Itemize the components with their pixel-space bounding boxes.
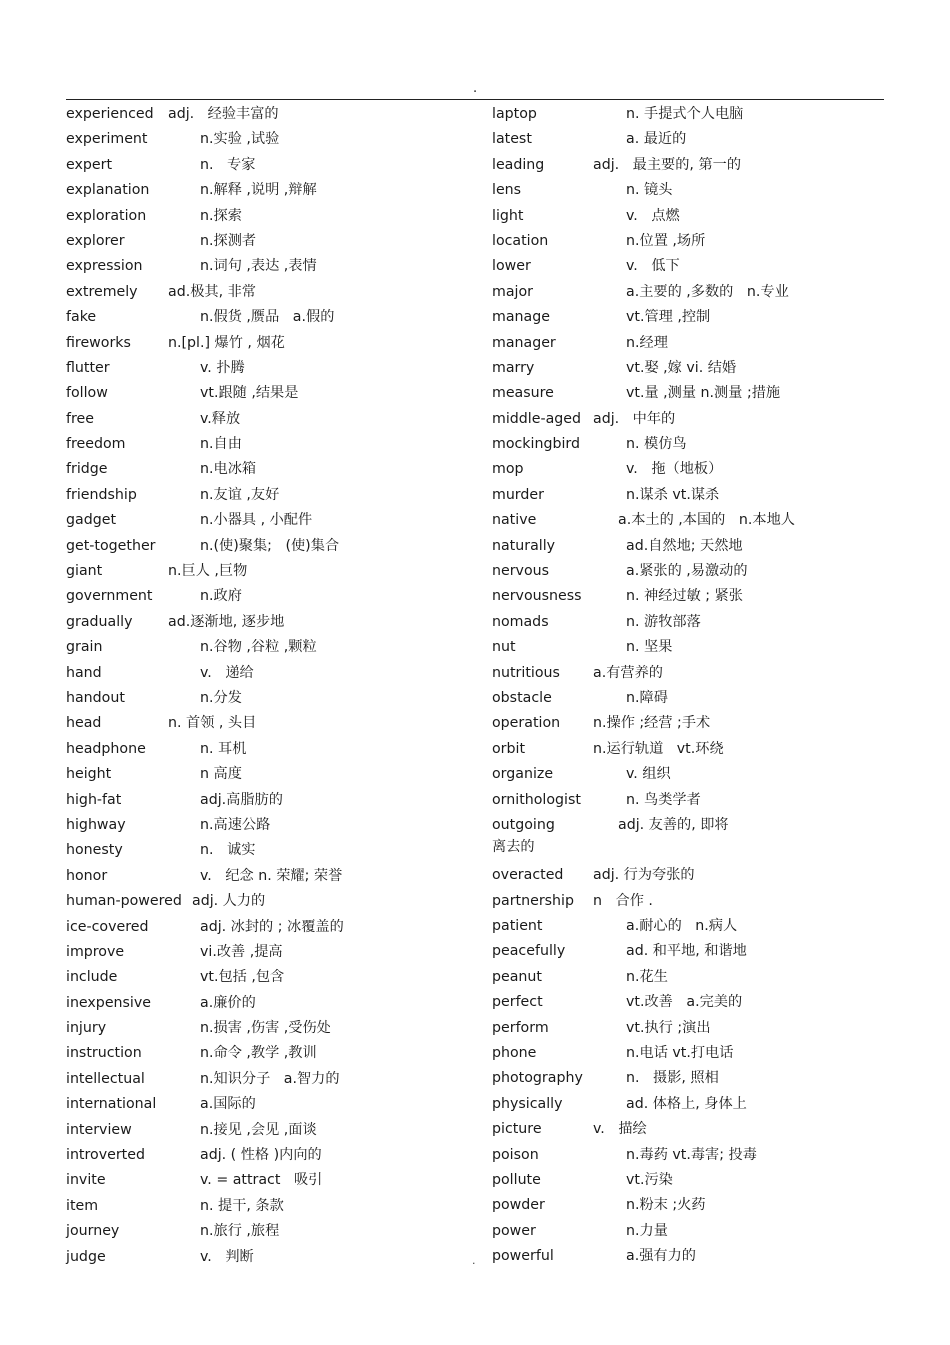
vocab-definition: adj.高脂肪的	[200, 791, 283, 808]
vocab-definition: n.经理	[626, 334, 668, 351]
vocab-word: leading	[492, 156, 545, 173]
vocab-word: gadget	[66, 512, 117, 529]
vocab-word: power	[492, 1222, 536, 1239]
vocab-definition: n.谷物 ,谷粒 ,颗粒	[200, 639, 317, 656]
vocab-definition: n. 诚实	[200, 842, 256, 859]
vocab-word: flutter	[66, 359, 110, 376]
vocab-word: hand	[66, 664, 102, 681]
vocab-word: invite	[66, 1172, 106, 1189]
page-bottom-mark: .	[472, 1254, 476, 1267]
vocab-word: instruction	[66, 1045, 142, 1062]
vocab-word: exploration	[66, 207, 147, 224]
vocab-entry	[66, 1222, 466, 1247]
vocab-entry	[492, 562, 884, 587]
vocab-definition: n.分发	[200, 689, 242, 706]
vocab-definition: n.[pl.] 爆竹 , 烟花	[168, 334, 285, 351]
vocab-word: native	[492, 512, 537, 529]
vocab-entry	[66, 130, 466, 155]
vocab-entry	[66, 638, 466, 663]
vocab-entry	[66, 892, 466, 917]
vocab-word: include	[66, 969, 118, 986]
vocab-word: manage	[492, 309, 550, 326]
vocab-entry	[492, 460, 884, 485]
vocab-definition: n.友谊 ,友好	[200, 486, 280, 503]
vocab-definition: a.廉价的	[200, 994, 256, 1011]
vocab-entry	[66, 537, 466, 562]
vocab-definition: ad.自然地; 天然地	[626, 537, 743, 554]
vocab-definition: v. = attract 吸引	[200, 1172, 323, 1189]
vocab-definition: vt.跟随 ,结果是	[200, 385, 299, 402]
vocab-word: lens	[492, 182, 522, 199]
vocab-definition-continued: 离去的	[492, 838, 535, 855]
vocab-entry	[492, 917, 884, 942]
vocab-word: honor	[66, 867, 108, 884]
vocab-definition: a.紧张的 ,易激动的	[626, 563, 748, 580]
vocab-word: pollute	[492, 1171, 541, 1188]
vocab-entry	[492, 130, 884, 155]
vocab-entry	[66, 207, 466, 232]
vocab-word: expert	[66, 156, 113, 173]
vocab-entry	[492, 537, 884, 562]
vocab-entry	[492, 1196, 884, 1221]
vocab-entry	[66, 1121, 466, 1146]
vocab-definition: ad. 和平地, 和谐地	[626, 943, 747, 960]
vocab-definition: n.力量	[626, 1222, 668, 1239]
vocab-definition: n. 首领 , 头目	[168, 715, 257, 732]
vocab-entry	[66, 664, 466, 689]
vocab-definition: n.电冰箱	[200, 461, 257, 478]
vocab-definition: n.自由	[200, 436, 242, 453]
vocab-word: government	[66, 588, 153, 605]
vocabulary-column-right	[492, 105, 884, 1272]
vocab-definition: vt.包括 ,包含	[200, 969, 285, 986]
vocab-entry	[66, 1197, 466, 1222]
vocab-entry	[66, 1019, 466, 1044]
vocab-word: follow	[66, 385, 108, 402]
vocab-definition: vt.污染	[626, 1171, 673, 1188]
vocab-definition: n.运行轨道 vt.环绕	[593, 740, 724, 757]
vocab-entry	[492, 740, 884, 765]
vocab-definition: v. 判断	[200, 1248, 254, 1265]
vocab-entry	[66, 1044, 466, 1069]
vocab-word: location	[492, 232, 549, 249]
vocab-entry	[492, 156, 884, 181]
vocab-definition: n. 专家	[200, 156, 256, 173]
vocab-definition: v. 点燃	[626, 207, 680, 224]
vocab-definition: a. 最近的	[626, 131, 687, 148]
header-rule	[66, 99, 884, 100]
vocab-word: organize	[492, 766, 554, 783]
vocab-word: explorer	[66, 232, 125, 249]
vocab-entry	[66, 232, 466, 257]
vocab-definition: a.本土的 ,本国的 n.本地人	[618, 512, 795, 529]
vocab-entry	[66, 1070, 466, 1095]
page-top-mark: .	[473, 81, 478, 96]
vocab-word: improve	[66, 943, 125, 960]
vocab-word: get-together	[66, 537, 156, 554]
vocab-word: highway	[66, 816, 126, 833]
vocab-word: light	[492, 207, 524, 224]
vocab-definition: n.粉末 ;火药	[626, 1197, 706, 1214]
vocab-word: powerful	[492, 1248, 554, 1265]
vocabulary-column-left	[66, 105, 466, 1273]
vocab-entry	[66, 334, 466, 359]
vocab-word: nut	[492, 639, 516, 656]
vocab-entry	[492, 486, 884, 511]
vocab-word: nervousness	[492, 588, 582, 605]
vocab-definition: adj. 中年的	[593, 410, 676, 427]
vocab-word: freedom	[66, 436, 126, 453]
vocab-entry	[66, 613, 466, 638]
vocab-definition: adj. 经验丰富的	[168, 106, 279, 122]
vocab-word: injury	[66, 1020, 107, 1037]
vocab-entry	[66, 283, 466, 308]
vocab-definition: n.假货 ,赝品 a.假的	[200, 309, 335, 326]
vocab-entry	[492, 1146, 884, 1171]
vocab-word: murder	[492, 486, 544, 503]
vocab-word: free	[66, 410, 94, 427]
vocab-entry	[492, 1171, 884, 1196]
vocab-word: perfect	[492, 994, 543, 1011]
vocab-definition: ad.极其, 非常	[168, 283, 256, 300]
vocab-entry	[66, 968, 466, 993]
vocab-definition: v. 拖（地板）	[626, 461, 723, 478]
vocab-definition: n.政府	[200, 588, 242, 605]
vocab-definition: v. 描绘	[593, 1121, 647, 1138]
vocab-definition: adj. 友善的, 即将	[618, 816, 729, 833]
vocab-word: peanut	[492, 968, 542, 985]
vocab-word: marry	[492, 359, 535, 376]
vocab-entry	[66, 918, 466, 943]
vocab-word: picture	[492, 1121, 542, 1138]
vocab-definition: n.接见 ,会见 ,面谈	[200, 1121, 317, 1138]
vocab-definition: n. 模仿鸟	[626, 436, 687, 453]
vocab-word: headphone	[66, 740, 146, 757]
vocab-word: partnership	[492, 892, 574, 909]
vocab-definition: n.毒药 vt.毒害; 投毒	[626, 1146, 757, 1163]
vocab-definition: v. 扑腾	[200, 359, 245, 376]
vocab-entry	[66, 1095, 466, 1120]
vocab-word: explanation	[66, 182, 150, 199]
vocab-definition: n.电话 vt.打电话	[626, 1044, 734, 1061]
vocab-entry	[492, 1044, 884, 1069]
vocab-entry	[492, 638, 884, 663]
vocab-entry	[66, 435, 466, 460]
vocab-entry	[492, 511, 884, 536]
vocab-entry	[66, 740, 466, 765]
vocab-word: operation	[492, 715, 561, 732]
vocab-definition: vt.改善 a.完美的	[626, 994, 743, 1011]
vocab-definition: v. 纪念 n. 荣耀; 荣誉	[200, 867, 343, 884]
vocab-entry	[492, 308, 884, 333]
vocab-word: peacefully	[492, 943, 566, 960]
vocab-entry	[66, 1146, 466, 1171]
vocab-word: measure	[492, 385, 554, 402]
vocab-definition: adj. 冰封的 ; 冰覆盖的	[200, 918, 344, 935]
vocab-entry	[492, 1069, 884, 1094]
vocab-word: outgoing	[492, 816, 555, 833]
vocab-entry	[492, 765, 884, 790]
vocab-definition: n. 提干, 条款	[200, 1197, 284, 1214]
vocab-entry	[66, 791, 466, 816]
vocab-definition: ad. 体格上, 身体上	[626, 1095, 747, 1112]
vocab-word: middle-aged	[492, 410, 581, 427]
vocab-word: human-powered	[66, 893, 182, 910]
vocab-definition: a.主要的 ,多数的 n.专业	[626, 283, 789, 300]
vocab-entry	[492, 1095, 884, 1120]
vocab-word: ornithologist	[492, 791, 581, 808]
vocab-entry	[66, 486, 466, 511]
vocab-entry	[66, 410, 466, 435]
vocab-entry	[66, 1248, 466, 1273]
vocab-word: judge	[66, 1248, 106, 1265]
vocab-definition: n. 坚果	[626, 639, 673, 656]
vocab-definition: n.解释 ,说明 ,辩解	[200, 182, 317, 199]
vocab-word: overacted	[492, 867, 564, 884]
vocab-entry	[66, 562, 466, 587]
vocab-word: friendship	[66, 486, 137, 503]
vocab-entry	[492, 689, 884, 714]
vocab-definition: n 合作 .	[593, 892, 653, 909]
vocab-word: orbit	[492, 740, 526, 757]
vocab-entry	[492, 105, 884, 130]
vocab-word: extremely	[66, 283, 138, 300]
vocab-definition: n. 神经过敏 ; 紧张	[626, 588, 743, 605]
vocab-word: fake	[66, 309, 97, 326]
vocab-entry	[66, 841, 466, 866]
vocab-definition: v. 组织	[626, 766, 671, 783]
vocab-definition: vi.改善 ,提高	[200, 943, 283, 960]
vocab-word: mop	[492, 461, 524, 478]
vocab-entry	[66, 587, 466, 612]
vocab-definition: v. 低下	[626, 258, 680, 275]
vocab-word: high-fat	[66, 791, 122, 808]
vocab-word: head	[66, 715, 102, 732]
vocab-definition: n.(使)聚集; (使)集合	[200, 537, 340, 554]
vocab-definition: adj. 行为夸张的	[593, 867, 695, 884]
vocab-definition: vt.管理 ,控制	[626, 309, 711, 326]
vocab-definition: n.实验 ,试验	[200, 131, 280, 148]
vocab-definition: n.小器具 , 小配件	[200, 512, 313, 529]
vocab-word: phone	[492, 1044, 537, 1061]
vocab-word: nutritious	[492, 664, 560, 681]
vocab-word: manager	[492, 334, 556, 351]
vocab-word: grain	[66, 639, 103, 656]
vocab-definition: adj. ( 性格 )内向的	[200, 1147, 322, 1164]
vocab-definition: n. 鸟类学者	[626, 791, 701, 808]
vocab-definition: adj. 最主要的, 第一的	[593, 156, 742, 173]
vocab-definition: a.强有力的	[626, 1248, 696, 1265]
vocab-entry	[492, 1222, 884, 1247]
vocab-definition: adj. 人力的	[192, 893, 266, 910]
vocab-entry	[492, 181, 884, 206]
vocab-definition: n.探索	[200, 207, 242, 224]
vocab-word: gradually	[66, 613, 133, 630]
vocab-definition: n.词句 ,表达 ,表情	[200, 258, 317, 275]
vocab-word: patient	[492, 918, 543, 935]
vocab-word: item	[66, 1197, 99, 1214]
vocab-definition: n.知识分子 a.智力的	[200, 1070, 340, 1087]
vocab-entry	[492, 968, 884, 993]
vocab-entry	[492, 232, 884, 257]
vocab-word: photography	[492, 1070, 583, 1087]
vocab-word: journey	[66, 1223, 120, 1240]
vocab-entry	[492, 993, 884, 1018]
vocab-definition: n. 手提式个人电脑	[626, 106, 744, 122]
vocab-entry	[492, 283, 884, 308]
vocab-entry	[66, 156, 466, 181]
vocab-entry	[492, 892, 884, 917]
vocab-definition: n.花生	[626, 968, 668, 985]
vocab-word: fireworks	[66, 334, 131, 351]
vocab-word: physically	[492, 1095, 563, 1112]
vocab-entry	[66, 867, 466, 892]
vocab-entry	[66, 257, 466, 282]
vocab-word: lower	[492, 258, 531, 275]
vocab-entry	[492, 257, 884, 282]
vocab-entry	[66, 714, 466, 739]
vocab-entry	[492, 613, 884, 638]
vocab-entry	[66, 689, 466, 714]
vocab-entry	[492, 359, 884, 384]
vocab-word: intellectual	[66, 1070, 145, 1087]
vocab-word: expression	[66, 258, 143, 275]
vocab-definition: a.耐心的 n.病人	[626, 918, 738, 935]
vocab-entry	[492, 791, 884, 816]
vocab-entry	[66, 943, 466, 968]
vocab-definition: n. 耳机	[200, 740, 247, 757]
vocab-entry	[492, 334, 884, 359]
vocab-entry	[492, 1019, 884, 1044]
vocab-word: experiment	[66, 131, 148, 148]
vocab-entry	[66, 816, 466, 841]
vocab-definition: a.国际的	[200, 1096, 256, 1113]
vocab-definition: n. 游牧部落	[626, 613, 701, 630]
vocab-entry	[492, 384, 884, 409]
vocab-definition: ad.逐渐地, 逐步地	[168, 613, 285, 630]
vocab-word: obstacle	[492, 689, 552, 706]
vocab-entry	[66, 359, 466, 384]
vocab-word: perform	[492, 1019, 549, 1036]
vocab-word: naturally	[492, 537, 556, 554]
vocab-entry	[66, 181, 466, 206]
vocab-definition: n.命令 ,教学 ,教训	[200, 1045, 317, 1062]
vocab-word: experienced	[66, 106, 154, 122]
vocab-entry	[66, 511, 466, 536]
vocab-word: inexpensive	[66, 994, 151, 1011]
vocab-entry	[66, 384, 466, 409]
vocab-entry	[492, 1247, 884, 1272]
vocab-definition: n.探测者	[200, 232, 257, 249]
vocab-word: handout	[66, 689, 125, 706]
vocab-word: honesty	[66, 842, 123, 859]
vocab-word: height	[66, 766, 112, 783]
vocab-entry	[492, 942, 884, 967]
vocab-word: mockingbird	[492, 436, 580, 453]
vocab-entry	[66, 994, 466, 1019]
vocab-entry	[492, 435, 884, 460]
vocab-entry	[492, 410, 884, 435]
vocab-word: poison	[492, 1146, 539, 1163]
vocab-entry	[492, 207, 884, 232]
vocab-definition: n.高速公路	[200, 816, 271, 833]
vocab-entry	[66, 1171, 466, 1196]
vocab-entry	[492, 816, 884, 866]
vocab-entry	[492, 866, 884, 891]
vocab-word: international	[66, 1096, 157, 1113]
vocab-word: fridge	[66, 461, 108, 478]
vocab-entry	[492, 1120, 884, 1145]
vocab-word: nervous	[492, 563, 550, 580]
vocab-word: laptop	[492, 106, 537, 122]
vocab-definition: vt.执行 ;演出	[626, 1019, 711, 1036]
vocab-entry	[66, 765, 466, 790]
vocab-word: nomads	[492, 613, 549, 630]
vocab-definition: n.损害 ,伤害 ,受伤处	[200, 1020, 331, 1037]
vocab-definition: n. 镜头	[626, 182, 673, 199]
vocab-definition: a.有营养的	[593, 664, 663, 681]
vocab-entry	[492, 664, 884, 689]
vocab-definition: v. 递给	[200, 664, 254, 681]
vocab-word: interview	[66, 1121, 132, 1138]
vocab-definition: n. 摄影, 照相	[626, 1070, 719, 1087]
vocab-definition: vt.娶 ,嫁 vi. 结婚	[626, 359, 737, 376]
vocab-definition: n.旅行 ,旅程	[200, 1223, 280, 1240]
vocab-word: latest	[492, 131, 532, 148]
vocab-definition: n 高度	[200, 766, 242, 783]
vocab-definition: vt.量 ,测量 n.测量 ;措施	[626, 385, 781, 402]
vocab-word: major	[492, 283, 533, 300]
vocab-definition: n.障碍	[626, 689, 668, 706]
vocab-definition: n.巨人 ,巨物	[168, 563, 248, 580]
vocab-word: ice-covered	[66, 918, 149, 935]
vocab-word: powder	[492, 1197, 545, 1214]
vocab-entry	[66, 308, 466, 333]
vocab-word: giant	[66, 563, 103, 580]
vocab-entry	[66, 105, 466, 130]
vocab-definition: n.操作 ;经营 ;手术	[593, 715, 711, 732]
vocab-entry	[492, 587, 884, 612]
vocab-word: introverted	[66, 1147, 145, 1164]
vocab-entry	[492, 714, 884, 739]
vocab-entry	[66, 460, 466, 485]
vocab-definition: n.位置 ,场所	[626, 232, 706, 249]
vocab-definition: n.谋杀 vt.谋杀	[626, 486, 720, 503]
vocab-definition: v.释放	[200, 410, 241, 427]
